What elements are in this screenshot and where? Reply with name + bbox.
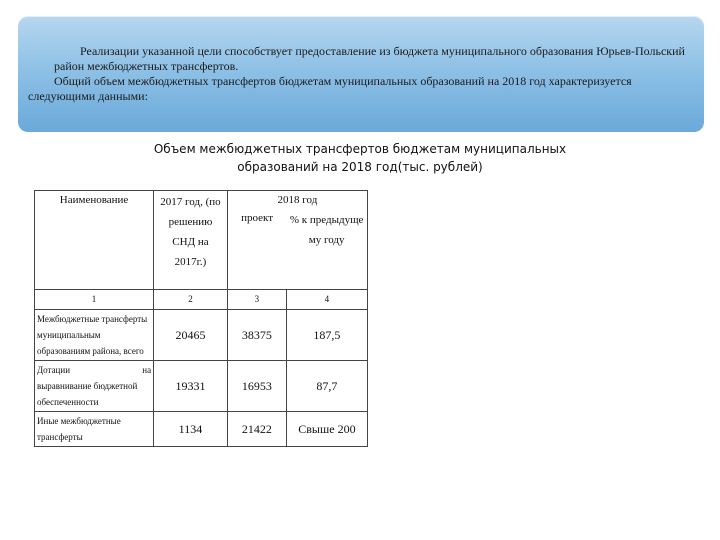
row-value-project: 21422 [227, 412, 286, 447]
transfers-table [34, 190, 368, 447]
header-2017: 2017 год, (по решению СНД на 2017г.) [154, 191, 228, 290]
row-value-percent: 87,7 [286, 361, 367, 412]
row-value-project: 38375 [227, 310, 286, 361]
row-name: Иные межбюджетные трансферты [35, 412, 154, 447]
row-value-project: 16953 [227, 361, 286, 412]
header-project: проект [227, 209, 286, 290]
header-percent: % к предыдуще му году [286, 209, 367, 290]
heading-line-2: образований на 2018 год(тыс. рублей) [237, 160, 483, 174]
row-value-2017: 20465 [154, 310, 228, 361]
intro-paragraph-2: Общий объем межбюджетных трансфертов бюджетам муниципальных образований на 2018 год характеризуется следующими данными: [28, 74, 632, 103]
intro-banner [18, 16, 704, 132]
table-row [35, 412, 368, 447]
row-value-2017: 19331 [154, 361, 228, 412]
row-name: Межбюджетные трансферты муниципальным образованиям района, всего [35, 310, 154, 361]
heading-line-1: Объем межбюджетных трансфертов бюджетам муниципальных [153, 142, 567, 156]
col-number-1: 1 [35, 290, 154, 310]
row-value-percent: Свыше 200 [286, 412, 367, 447]
row-value-percent: 187,5 [286, 310, 367, 361]
intro-paragraph-1: Реализации указанной цели способствует предоставление из бюджета муниципального образования Юрьев-Польский район межбюджетных трансфертов. [54, 44, 685, 73]
col-number-2: 2 [154, 290, 228, 310]
header-2018: 2018 год [227, 191, 367, 210]
table-row [35, 310, 368, 361]
col-number-4: 4 [286, 290, 367, 310]
row-name: Дотации на выравнивание бюджетной обеспеченности [35, 361, 154, 412]
table-row [35, 361, 368, 412]
row-value-2017: 1134 [154, 412, 228, 447]
table-heading [0, 140, 720, 176]
header-name: Наименование [35, 191, 154, 290]
col-number-3: 3 [227, 290, 286, 310]
